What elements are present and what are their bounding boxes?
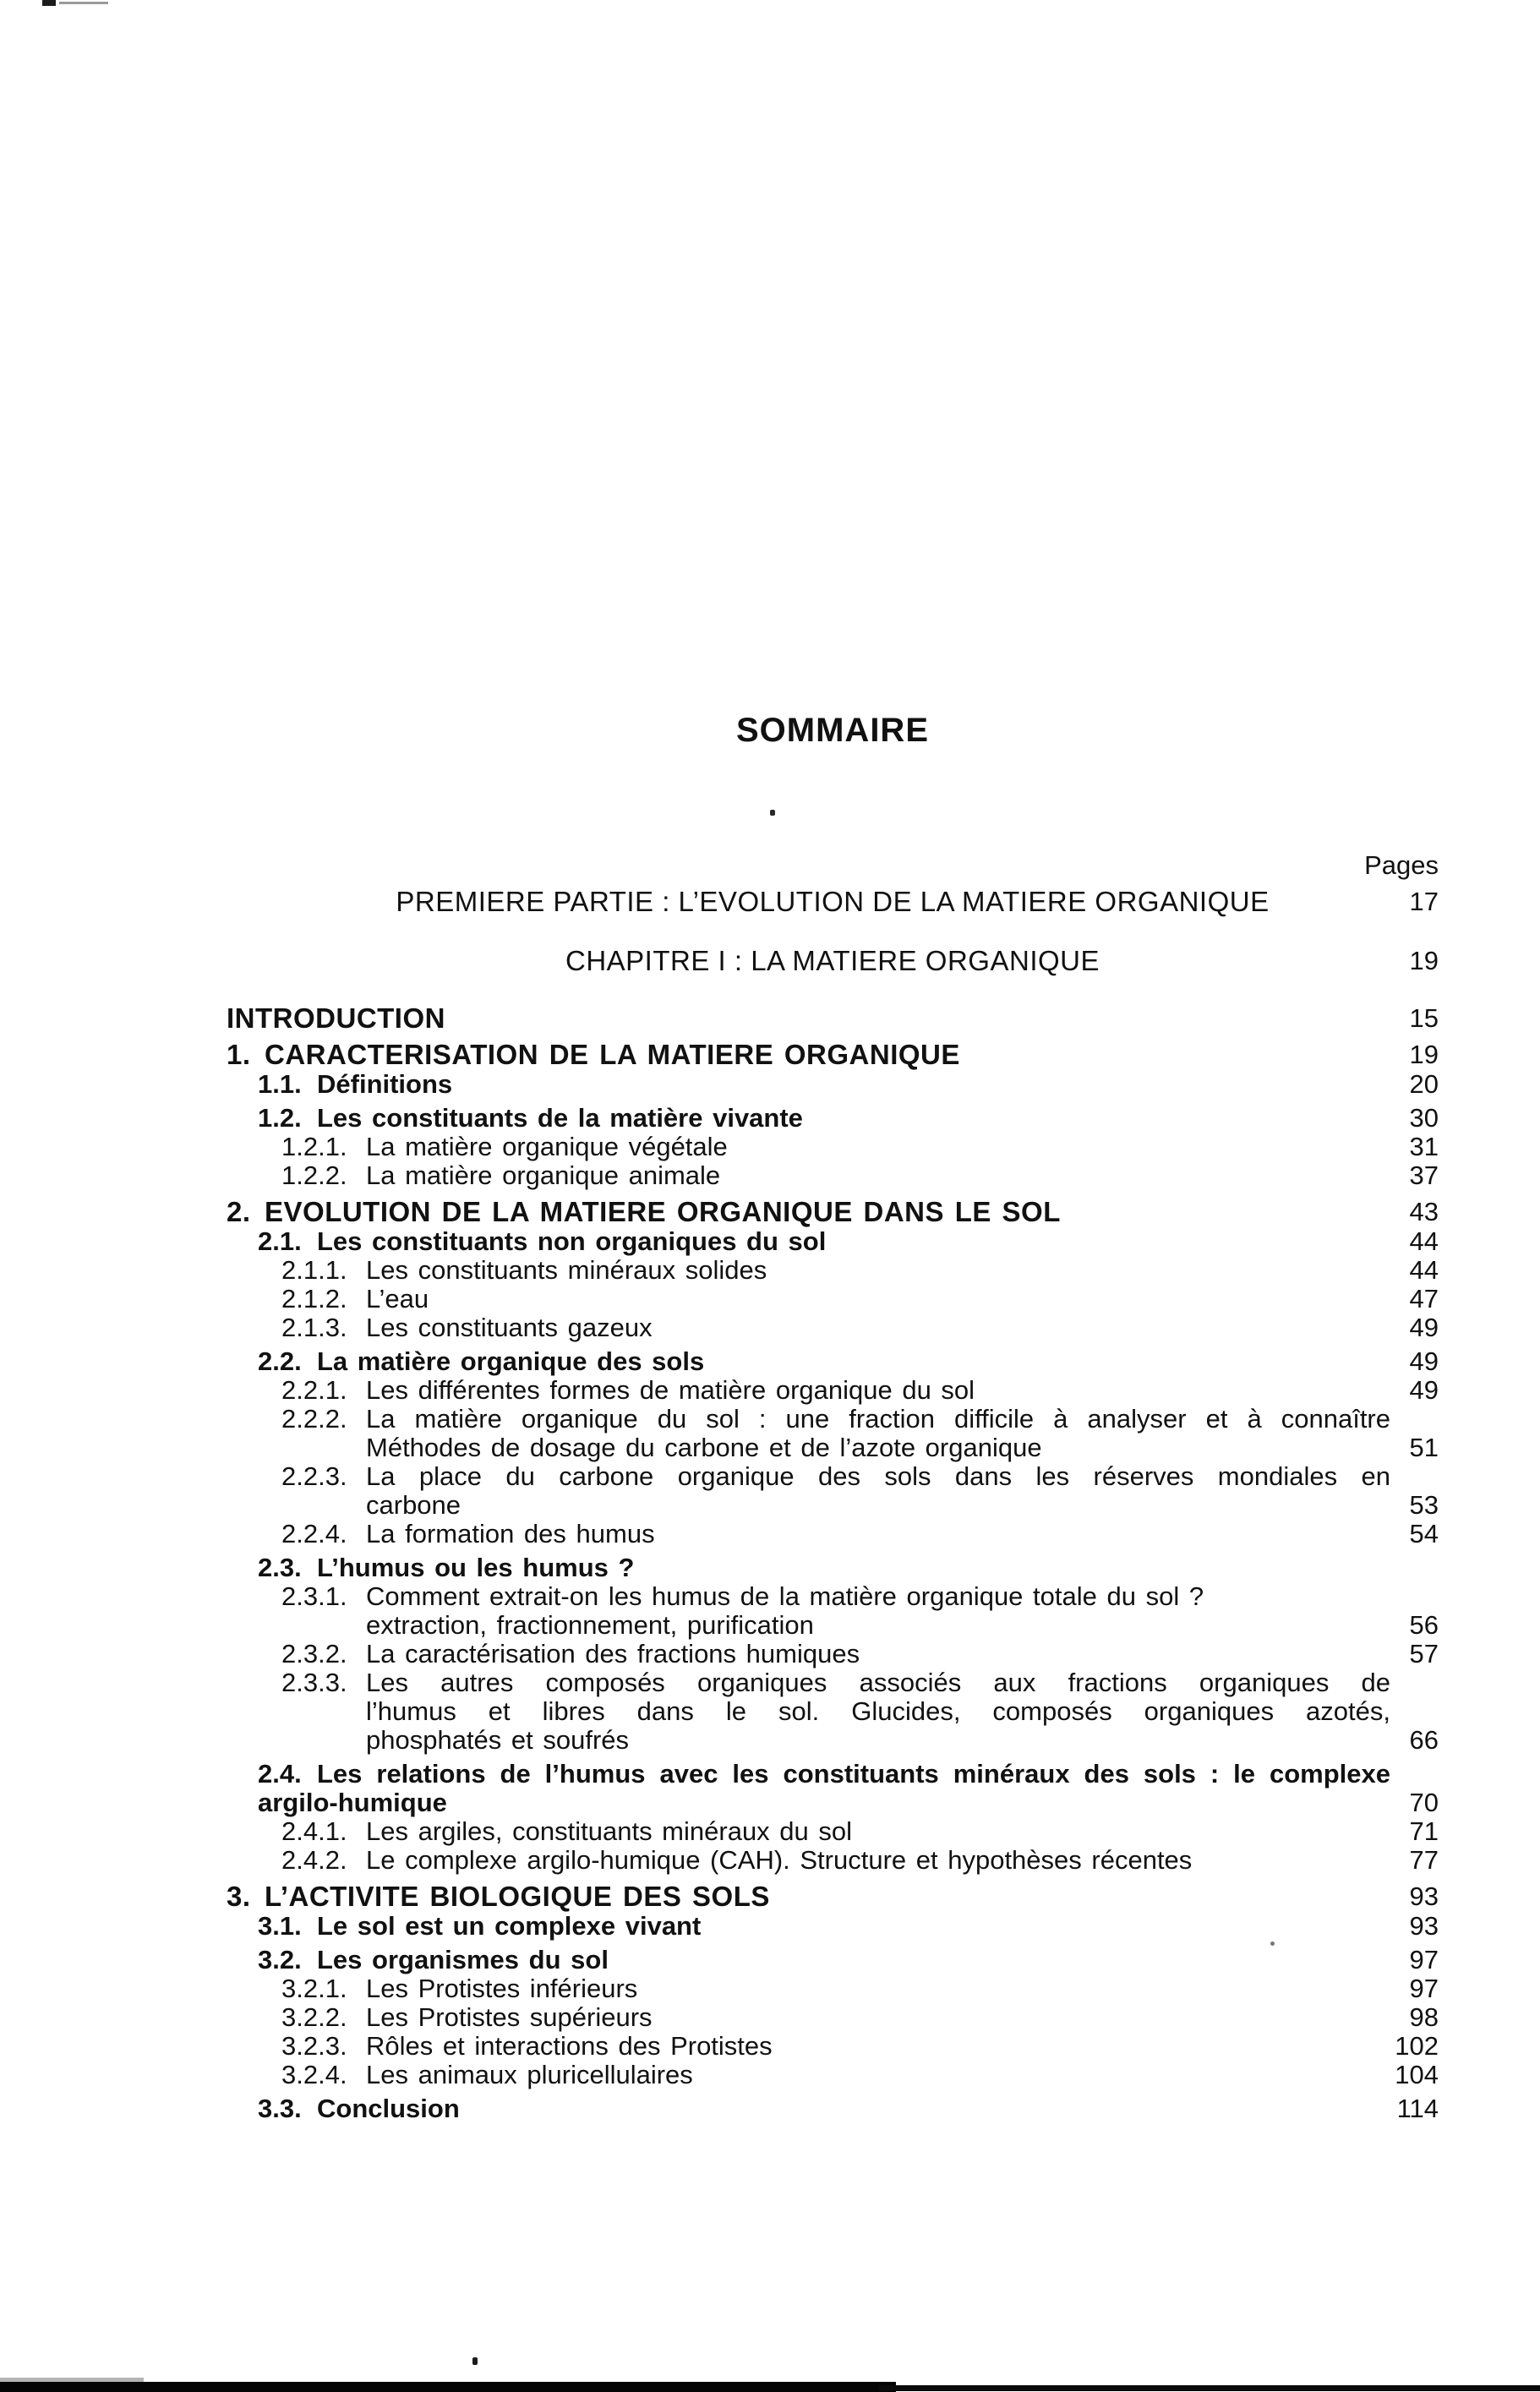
toc-entry-page-number: 54 — [1409, 1519, 1439, 1548]
toc-entry-number: 2.4.1. — [281, 1816, 347, 1846]
toc-entry-page-number: 20 — [1409, 1069, 1439, 1099]
toc-entry-page-number: 53 — [1409, 1490, 1439, 1520]
toc-entry-page-number: 57 — [1409, 1639, 1439, 1668]
toc-entry — [227, 1640, 1439, 1668]
scan-artifact-dot-under-title — [770, 810, 775, 816]
toc-entry-page-number: 93 — [1409, 1881, 1439, 1911]
toc-entry-number: 2.1. — [258, 1226, 302, 1256]
toc-entry-text-line: l’humus et libres dans le sol. Glucides, composés organiques azotés, — [366, 1696, 1390, 1726]
toc-entry — [227, 1313, 1439, 1342]
toc-entry-page-number: 49 — [1409, 1313, 1439, 1342]
toc-entry-page-number: 98 — [1409, 2002, 1439, 2032]
toc-entry-page-number: 70 — [1409, 1788, 1439, 1817]
toc-entry-text-line: carbone — [366, 1490, 461, 1520]
toc-entry-number: 3.2.1. — [281, 1974, 347, 2003]
pages-column-header: Pages — [1364, 850, 1439, 880]
toc-entry — [227, 1347, 1439, 1376]
toc-entry-text-line: 3.2.4. Les animaux pluricellulaires — [281, 2060, 693, 2089]
toc-entry-number: 2.2. — [258, 1346, 302, 1376]
toc-entry-number: 2.3.1. — [281, 1581, 347, 1611]
toc-entry — [227, 1882, 1439, 1911]
part-heading-page-number: 17 — [1409, 887, 1439, 916]
toc-entry — [227, 2061, 1439, 2089]
toc-entry — [227, 1104, 1439, 1133]
scan-artifact-dot-bottom-left — [472, 2357, 478, 2365]
toc-entry-number: 2.2.4. — [281, 1519, 347, 1548]
toc-entry-page-number: 77 — [1409, 1845, 1439, 1875]
toc-entry-page-number: 56 — [1409, 1610, 1439, 1640]
toc-entry-number: 1.2.1. — [281, 1132, 347, 1161]
toc-entry-text-line: 3.1. Le sol est un complexe vivant — [258, 1911, 702, 1941]
toc-entry — [227, 1040, 1439, 1069]
toc-entry-text-line: 3.2.2. Les Protistes supérieurs — [281, 2002, 653, 2032]
toc-entry-text-line: 2.1. Les constituants non organiques du sol — [258, 1226, 827, 1256]
toc-entry-page-number: 47 — [1409, 1284, 1439, 1313]
toc-entry-page-number: 93 — [1409, 1911, 1439, 1941]
chapter-heading-page-number: 19 — [1409, 946, 1439, 975]
toc-entry-page-number: 37 — [1409, 1161, 1439, 1190]
toc-entry-text-line: 2.2.2. La matière organique du sol : une fraction difficile à analyser et à connaître — [281, 1404, 1390, 1434]
toc-entry-text-line: 1. CARACTERISATION DE LA MATIERE ORGANIQUE — [227, 1039, 960, 1070]
toc-entry — [227, 2032, 1439, 2061]
toc-entry — [227, 2003, 1439, 2032]
toc-entry — [227, 2094, 1439, 2123]
toc-entry-text-line: argilo-humique — [258, 1788, 447, 1817]
toc-entry-number: 2.2.1. — [281, 1375, 347, 1405]
toc-entry-text-line: phosphatés et soufrés — [366, 1725, 630, 1755]
toc-entry — [227, 1405, 1439, 1462]
toc-entry-number: 2.2.2. — [281, 1404, 347, 1434]
toc-entry — [227, 1946, 1439, 1974]
toc-entry-number: 2.4. — [258, 1759, 302, 1789]
toc-entry-page-number: 51 — [1409, 1433, 1439, 1462]
toc-entry — [227, 1133, 1439, 1161]
toc-entry-page-number: 44 — [1409, 1226, 1439, 1256]
toc-entry-page-number: 97 — [1409, 1945, 1439, 1974]
toc-entry-page-number: 97 — [1409, 1974, 1439, 2003]
toc-entry — [227, 1256, 1439, 1285]
toc-entry-text-line: 1.1. Définitions — [258, 1069, 453, 1099]
toc-entry-text-line: Méthodes de dosage du carbone et de l’azote organique — [366, 1433, 1042, 1462]
toc-entry-text-line: 2.4.2. Le complexe argilo-humique (CAH). Structure et hypothèses récentes — [281, 1845, 1193, 1875]
scan-artifact-bottom-bar-left — [0, 2382, 896, 2392]
toc-entry-text-line: 1.2.2. La matière organique animale — [281, 1161, 721, 1190]
scan-artifact-bottom-bar-right — [879, 2385, 1540, 2391]
toc-entry — [227, 1520, 1439, 1548]
toc-entry-page-number: 104 — [1395, 2060, 1439, 2089]
toc-entry — [227, 1161, 1439, 1190]
toc-list — [227, 1004, 1439, 2123]
toc-entry-text-line: 2.2. La matière organique des sols — [258, 1346, 705, 1376]
toc-entry-number: 1. — [227, 1039, 251, 1070]
toc-entry-page-number: 71 — [1409, 1816, 1439, 1846]
toc-entry-page-number: 49 — [1409, 1375, 1439, 1405]
toc-entry-page-number: 49 — [1409, 1346, 1439, 1376]
toc-entry-page-number: 102 — [1395, 2031, 1439, 2061]
toc-entry-text-line: 2.1.1. Les constituants minéraux solides — [281, 1255, 767, 1285]
toc-entry-number: 2.1.3. — [281, 1313, 347, 1342]
toc-entry-number: 3.2. — [258, 1945, 302, 1974]
toc-entry-number: 1.2. — [258, 1103, 302, 1133]
chapter-heading-label: CHAPITRE I : LA MATIERE ORGANIQUE — [565, 945, 1100, 976]
toc-entry-page-number: 19 — [1409, 1040, 1439, 1069]
toc-entry — [227, 1004, 1439, 1033]
toc-entry-text-line: 2.2.3. La place du carbone organique des sols dans les réserves mondiales en — [281, 1461, 1390, 1491]
toc-entry — [227, 1227, 1439, 1256]
toc-entry-text-line: 3.3. Conclusion — [258, 2094, 460, 2123]
toc-entry-text-line: 2.2.4. La formation des humus — [281, 1519, 655, 1548]
toc-entry-text-line: 1.2. Les constituants de la matière vivante — [258, 1103, 803, 1133]
toc-entry-number: 3.3. — [258, 2094, 302, 2123]
toc-entry-page-number: 15 — [1409, 1003, 1439, 1033]
toc-entry — [227, 1817, 1439, 1846]
toc-entry-number: 2.3. — [258, 1553, 302, 1582]
toc-entry-number: 2.1.1. — [281, 1255, 347, 1285]
toc-entry-number: 2.3.2. — [281, 1639, 347, 1668]
toc-entry-number: 3.2.4. — [281, 2060, 347, 2089]
toc-entry-text-line: 3.2.3. Rôles et interactions des Protistes — [281, 2031, 773, 2061]
toc-entry — [227, 1760, 1439, 1817]
toc-entry-text-line: 3.2.1. Les Protistes inférieurs — [281, 1974, 638, 2003]
toc-entry-page-number: 66 — [1409, 1725, 1439, 1755]
toc-entry — [227, 1846, 1439, 1875]
toc-entry-text-line: 2.3. L’humus ou les humus ? — [258, 1553, 635, 1582]
toc-entry-number: 3. — [227, 1881, 251, 1912]
toc-entry — [227, 1376, 1439, 1405]
toc-entry-text-line: 2.2.1. Les différentes formes de matière organique du sol — [281, 1375, 975, 1405]
toc-entry-page-number: 30 — [1409, 1103, 1439, 1133]
part-heading-label: PREMIERE PARTIE : L’EVOLUTION DE LA MATIERE ORGANIQUE — [396, 886, 1270, 917]
toc-entry-number: 3.2.2. — [281, 2002, 347, 2032]
chapter-heading-row — [227, 945, 1439, 979]
toc-entry-number: 2.2.3. — [281, 1461, 347, 1491]
toc-entry-number: 3.1. — [258, 1911, 302, 1941]
toc-entry-number: 2. — [227, 1196, 251, 1227]
toc-entry-number: 1.1. — [258, 1069, 302, 1099]
toc-entry-number: 3.2.3. — [281, 2031, 347, 2061]
toc-entry-text-line: 2.1.2. L’eau — [281, 1284, 429, 1313]
toc-entry-number: 1.2.2. — [281, 1161, 347, 1190]
toc-entry-text-line: 2.4. Les relations de l’humus avec les constituants minéraux des sols : le complexe — [258, 1759, 1390, 1789]
toc-entry-page-number: 44 — [1409, 1255, 1439, 1285]
toc-entry-number: 2.1.2. — [281, 1284, 347, 1313]
toc-entry-text-line: 3.2. Les organismes du sol — [258, 1945, 609, 1974]
toc-entry-text-line: 2.3.1. Comment extrait-on les humus de la matière organique totale du sol ? — [281, 1581, 1204, 1611]
toc-entry-page-number: 43 — [1409, 1197, 1439, 1226]
toc-entry-text-line: INTRODUCTION — [227, 1002, 445, 1034]
scan-artifact-dot-middle-right — [1270, 1941, 1275, 1946]
toc-entry-page-number: 114 — [1396, 2094, 1439, 2123]
toc-entry-text-line: 2.4.1. Les argiles, constituants minéraux du sol — [281, 1816, 853, 1846]
toc-entry — [227, 1974, 1439, 2003]
toc-entry — [227, 1198, 1439, 1226]
toc-entry-text-line: 2. EVOLUTION DE LA MATIERE ORGANIQUE DANS LE SOL — [227, 1196, 1061, 1227]
scan-artifact-top-line — [59, 2, 108, 4]
page-title: SOMMAIRE — [736, 712, 929, 749]
toc-entry-text-line: 1.2.1. La matière organique végétale — [281, 1132, 728, 1161]
toc-entry — [227, 1582, 1439, 1640]
toc-entry — [227, 1285, 1439, 1313]
toc-entry-text-line: 2.3.2. La caractérisation des fractions humiques — [281, 1639, 860, 1668]
scan-artifact-top-smudge — [42, 0, 56, 6]
toc-entry-text-line: 2.3.3. Les autres composés organiques associés aux fractions organiques de — [281, 1668, 1390, 1697]
toc-entry-text-line: 3. L’ACTIVITE BIOLOGIQUE DES SOLS — [227, 1881, 770, 1912]
part-heading-row — [227, 886, 1439, 920]
toc-entry — [227, 1462, 1439, 1520]
toc-entry-page-number: 31 — [1409, 1132, 1439, 1161]
toc-entry-text-line: extraction, fractionnement, purification — [366, 1610, 814, 1640]
toc-entry-text-line: 2.1.3. Les constituants gazeux — [281, 1313, 653, 1342]
toc-entry-number: 2.3.3. — [281, 1668, 347, 1697]
toc-entry-number: 2.4.2. — [281, 1845, 347, 1875]
toc-entry — [227, 1912, 1439, 1941]
toc-entry — [227, 1554, 1439, 1582]
toc-entry — [227, 1668, 1439, 1755]
toc-entry — [227, 1070, 1439, 1099]
